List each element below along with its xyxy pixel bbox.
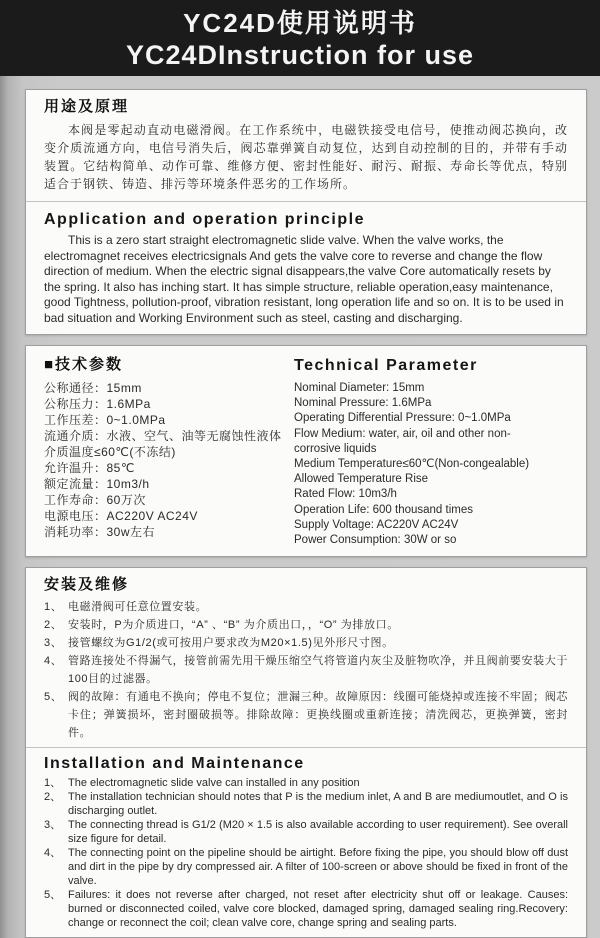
application-section-english [26,201,586,334]
application-panel [25,89,587,335]
technical-parameter-columns [26,346,586,556]
installation-item [44,634,568,652]
installation-list-chinese [44,598,568,742]
spec-line: Supply Voltage: AC220V AC24V [294,518,459,531]
application-heading-english: Application and operation principle [44,211,365,228]
installation-item [44,818,568,846]
technical-heading-chinese: ■技术参数 [44,356,124,373]
installation-panel [25,567,587,938]
spec-line: Rated Flow: 10m3/h [294,488,397,501]
spec-list-english [294,381,576,548]
item-text: 安装时，P为介质进口，“A” 、“B” 为介质出口，，“O” 为排放口。 [68,619,399,632]
installation-item [44,846,568,888]
spec-line: 消耗功率：30w左右 [44,525,156,539]
document-title-english: YC24DInstruction for use [125,40,475,70]
item-number: 2、 [44,791,62,804]
spec-list-chinese [44,380,294,540]
installation-item [44,652,568,688]
technical-parameter-column-chinese [44,356,294,548]
spec-line: 流通介质：水液、空气、油等无腐蚀性液体 [44,429,282,443]
installation-item [44,776,568,790]
spec-line: 公称压力：1.6MPa [44,397,151,411]
spec-line: Flow Medium: water, air, oil and other non- [294,427,511,440]
item-number: 4、 [44,655,63,668]
item-text: 阀的故障：有通电不换向；停电不复位；泄漏三种。故障原因：线圈可能烧掉或连接不牢固；阀芯卡住；弹簧损坏，密封圈破损等。排除故障：更换线圈或重新连接；清洗阀芯，更换弹簧，密封件。 [68,691,568,740]
item-text: The electromagnetic slide valve can installed in any position [68,777,360,790]
installation-item [44,688,568,742]
document-title-chinese: YC24D使用说明书 [183,8,417,38]
item-number: 5、 [44,889,62,902]
item-number: 1、 [44,601,63,614]
spec-line: 电源电压：AC220V AC24V [44,509,198,523]
spec-line: Allowed Temperature Rise [294,473,429,486]
item-text: The installation technician should notes that P is the medium inlet, A and B are mediumoutlet, and O is discharging outlet. [68,791,568,818]
spec-line: 额定流量：10m3/h [44,477,150,491]
item-text: The connecting thread is G1/2 (M20 × 1.5 is also available according to user requirement). See overall size figure for detail. [68,819,568,846]
technical-heading-english: Technical Parameter [294,357,478,374]
spec-line: 工作寿命：60万次 [44,493,146,507]
application-section-chinese [26,90,586,201]
installation-section-english [26,747,586,937]
item-text: 接管螺纹为G1/2(或可按用户要求改为M20×1.5)见外形尺寸图。 [68,637,394,650]
installation-item [44,598,568,616]
installation-section-chinese [26,568,586,747]
installation-list-english [44,776,568,930]
spec-line: 工作压差：0~1.0MPa [44,413,166,427]
item-text: 电磁滑阀可任意位置安装。 [68,601,208,614]
spec-line: Nominal Pressure: 1.6MPa [294,397,432,410]
item-text: The connecting point on the pipeline should be airtight. Before fixing the pipe, you should blow off dust and dirt in the pipe by dry compressed air. A filter of 100-screen or above should be fixed in front of the valve. [68,847,568,888]
spec-line: Medium Temperature≤60℃(Non-congealable) [294,458,530,471]
item-number: 1、 [44,777,62,790]
installation-item [44,790,568,818]
application-paragraph-english: This is a zero start straight electromagnetic slide valve. When the valve works, the electromagnet receives electricsignals And gets the valve core to reverse and change the flow direction of medium. When the electric signal disappears,the valve Core automatically resets by the spring. It also has inching start. It has simple structure, reliable operation,easy maintenance, good Tightness, pollution-proof, vibration resistant, long operation life and so on. It is to be used in bad situation and Working Environment such as steel, casting and discharging. [44,233,564,325]
spec-line: Operation Life: 600 thousand times [294,503,474,516]
spec-line: 介质温度≤60℃(不冻结) [44,445,176,459]
spec-line: Operating Differential Pressure: 0~1.0MPa [294,412,511,425]
item-text: 管路连接处不得漏气，接管前需先用干燥压缩空气将管道内灰尘及脏物吹净，并且阀前要安装大于100目的过滤器。 [68,655,568,686]
item-number: 3、 [44,637,63,650]
spec-line: 允许温升：85℃ [44,461,135,475]
item-number: 2、 [44,619,63,632]
spec-line: Nominal Diameter: 15mm [294,382,425,394]
item-number: 3、 [44,819,62,832]
application-heading-chinese: 用途及原理 [44,98,130,115]
technical-parameter-column-english [294,356,576,548]
spec-line: 公称通径：15mm [44,381,142,395]
installation-item [44,888,568,930]
item-text: Failures: it does not reverse after charged, not reset after electricity shut off or leakage. Causes: burned or disconnected coiled, valve core blocked, damaged spring, damaged sealing ring.Recovery: change or reconnect the coil; clean valve core, change spring and sealing parts. [68,889,568,930]
spec-line: Power Consumption: 30W or so [294,534,457,547]
item-number: 5、 [44,691,63,704]
installation-heading-chinese: 安装及维修 [44,576,130,594]
item-number: 4、 [44,847,62,860]
page-header [0,0,600,76]
installation-heading-english: Installation and Maintenance [44,755,305,773]
application-paragraph-chinese: 本阀是零起动直动电磁滑阀。在工作系统中，电磁铁接受电信号，使推动阀芯换向，改变介质流通方向，电信号消失后，阀芯靠弹簧自动复位，达到自动控制的目的，并带有手动装置。它结构简单、动作可靠、维修方便、密封性能好、耐污、耐振、寿命长等优点，特别适合于钢铁、铸造、排污等环境条件恶劣的工作场所。 [44,123,568,191]
page-content [0,76,600,938]
spec-line: corrosive liquids [294,442,377,455]
installation-item [44,616,568,634]
technical-parameter-panel [25,345,587,557]
